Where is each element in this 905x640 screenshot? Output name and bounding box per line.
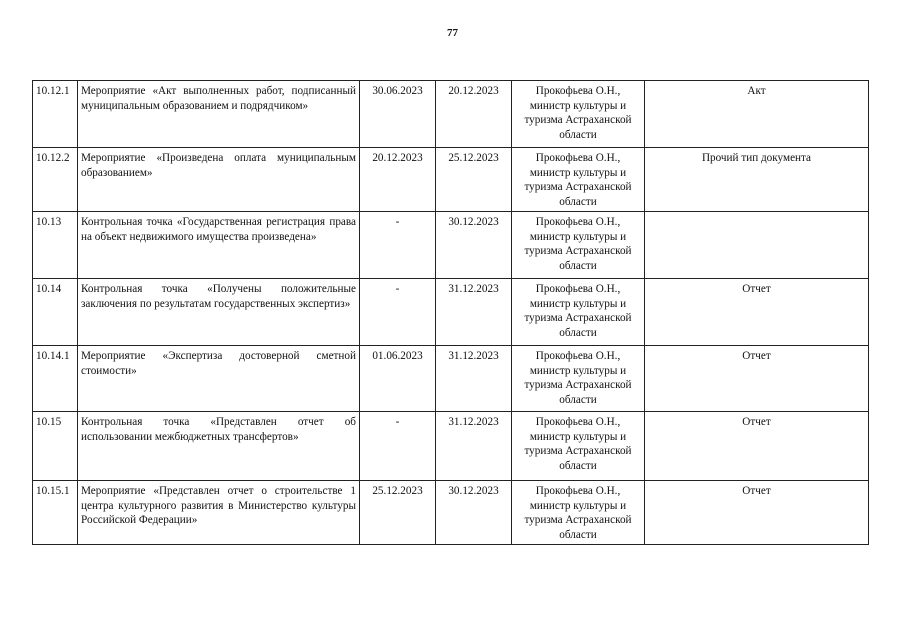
row-end-date: 31.12.2023 <box>436 279 512 346</box>
row-end-date: 31.12.2023 <box>436 412 512 481</box>
table-row <box>33 148 869 212</box>
row-responsible: Прокофьева О.Н., министр культуры и туризма Астраханской области <box>512 279 645 346</box>
row-start-date: 25.12.2023 <box>360 481 436 545</box>
row-end-date: 30.12.2023 <box>436 212 512 279</box>
row-responsible: Прокофьева О.Н., министр культуры и туризма Астраханской области <box>512 148 645 212</box>
row-name: Мероприятие «Произведена оплата муниципальным образованием» <box>78 148 360 212</box>
row-responsible: Прокофьева О.Н., министр культуры и туризма Астраханской области <box>512 212 645 279</box>
table-row <box>33 212 869 279</box>
row-name: Мероприятие «Экспертиза достоверной сметной стоимости» <box>78 346 360 412</box>
table-row <box>33 279 869 346</box>
row-end-date: 20.12.2023 <box>436 81 512 148</box>
row-document <box>645 212 869 279</box>
row-responsible: Прокофьева О.Н., министр культуры и туризма Астраханской области <box>512 481 645 545</box>
row-name: Контрольная точка «Получены положительные заключения по результатам государственных экспертиз» <box>78 279 360 346</box>
row-start-date: - <box>360 212 436 279</box>
row-number: 10.15.1 <box>33 481 78 545</box>
table-row <box>33 481 869 545</box>
row-end-date: 30.12.2023 <box>436 481 512 545</box>
row-start-date: 01.06.2023 <box>360 346 436 412</box>
row-name: Мероприятие «Представлен отчет о строительстве 1 центра культурного развития в Министерство культуры Российской Федерации» <box>78 481 360 545</box>
row-document: Отчет <box>645 346 869 412</box>
row-number: 10.12.2 <box>33 148 78 212</box>
row-document: Прочий тип документа <box>645 148 869 212</box>
row-document: Отчет <box>645 412 869 481</box>
row-end-date: 31.12.2023 <box>436 346 512 412</box>
row-number: 10.12.1 <box>33 81 78 148</box>
row-name: Контрольная точка «Представлен отчет об использовании межбюджетных трансфертов» <box>78 412 360 481</box>
row-start-date: 20.12.2023 <box>360 148 436 212</box>
row-number: 10.14.1 <box>33 346 78 412</box>
page-number: 77 <box>447 27 458 39</box>
row-document: Отчет <box>645 279 869 346</box>
row-number: 10.14 <box>33 279 78 346</box>
row-number: 10.15 <box>33 412 78 481</box>
row-start-date: 30.06.2023 <box>360 81 436 148</box>
row-responsible: Прокофьева О.Н., министр культуры и туризма Астраханской области <box>512 346 645 412</box>
row-end-date: 25.12.2023 <box>436 148 512 212</box>
row-start-date: - <box>360 412 436 481</box>
row-start-date: - <box>360 279 436 346</box>
table-row <box>33 346 869 412</box>
table-row <box>33 81 869 148</box>
row-number: 10.13 <box>33 212 78 279</box>
row-responsible: Прокофьева О.Н., министр культуры и туризма Астраханской области <box>512 81 645 148</box>
row-responsible: Прокофьева О.Н., министр культуры и туризма Астраханской области <box>512 412 645 481</box>
table-row <box>33 412 869 481</box>
row-name: Контрольная точка «Государственная регистрация права на объект недвижимого имущества произведена» <box>78 212 360 279</box>
plan-table <box>32 80 869 545</box>
row-name: Мероприятие «Акт выполненных работ, подписанный муниципальным образованием и подрядчиком» <box>78 81 360 148</box>
row-document: Отчет <box>645 481 869 545</box>
row-document: Акт <box>645 81 869 148</box>
